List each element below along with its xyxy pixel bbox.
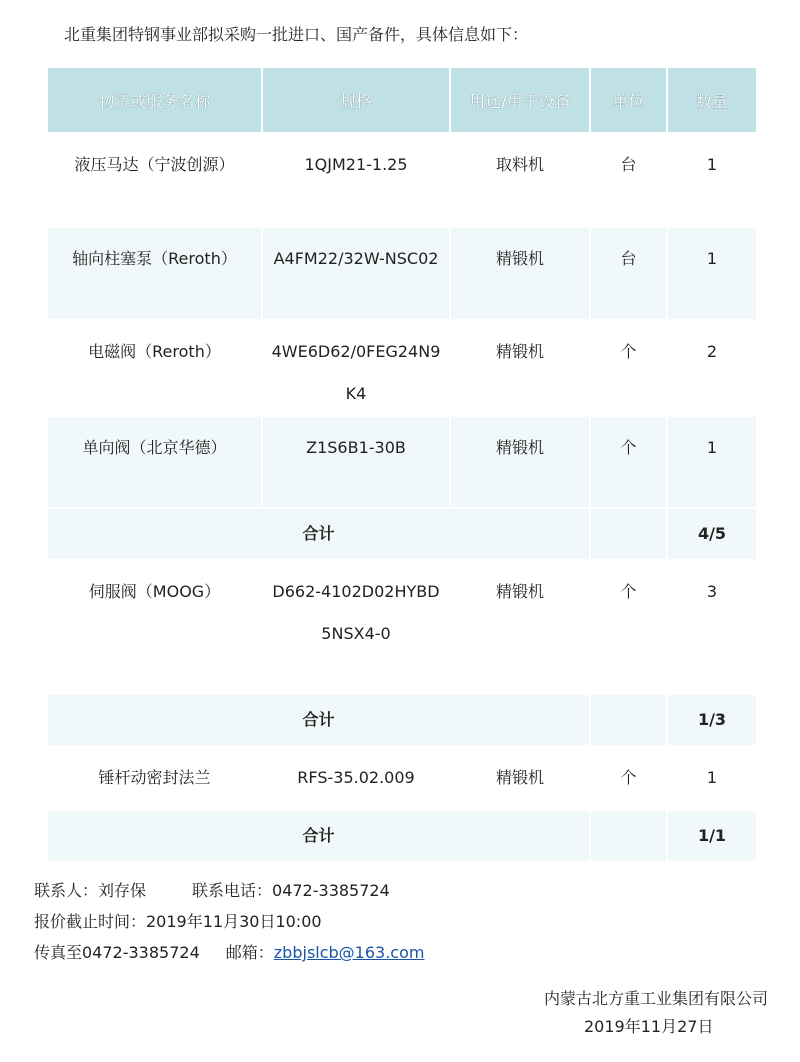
contact-line-3 xyxy=(34,942,424,964)
total-value: 4/5 xyxy=(667,508,757,560)
total-empty xyxy=(590,508,667,560)
item-qty: 1 xyxy=(667,133,757,227)
item-unit: 台 xyxy=(590,133,667,227)
header-qty: 数量 xyxy=(667,67,757,133)
item-usage: 精锻机 xyxy=(450,320,590,416)
signature-date: 2019年11月27日 xyxy=(584,1017,714,1036)
header-spec: 规格 xyxy=(262,67,450,133)
total-row xyxy=(47,508,757,560)
contact-phone: 联系电话：0472-3385724 xyxy=(192,881,390,900)
fax-number: 传真至0472-3385724 xyxy=(34,943,200,962)
item-unit: 台 xyxy=(590,227,667,320)
item-usage: 取料机 xyxy=(450,133,590,227)
item-qty: 3 xyxy=(667,560,757,694)
table-row xyxy=(47,560,757,694)
table-row xyxy=(47,416,757,508)
item-name: 电磁阀（Reroth） xyxy=(47,320,262,416)
table-row xyxy=(47,133,757,227)
item-spec: RFS-35.02.009 xyxy=(262,746,450,810)
item-spec: Z1S6B1-30B xyxy=(262,416,450,508)
contact-line-1 xyxy=(34,880,390,902)
item-qty: 1 xyxy=(667,416,757,508)
table-row xyxy=(47,227,757,320)
total-row xyxy=(47,694,757,746)
item-name: 液压马达（宁波创源） xyxy=(47,133,262,227)
item-usage: 精锻机 xyxy=(450,416,590,508)
header-name: 物资或服务名称 xyxy=(47,67,262,133)
procurement-table xyxy=(46,66,758,863)
item-usage: 精锻机 xyxy=(450,560,590,694)
item-qty: 2 xyxy=(667,320,757,416)
total-label: 合计 xyxy=(47,694,590,746)
item-name: 单向阀（北京华德） xyxy=(47,416,262,508)
item-usage: 精锻机 xyxy=(450,746,590,810)
total-value: 1/1 xyxy=(667,810,757,862)
item-unit: 个 xyxy=(590,416,667,508)
table-header-row xyxy=(47,67,757,133)
total-label: 合计 xyxy=(47,810,590,862)
header-unit: 单位 xyxy=(590,67,667,133)
company-name: 内蒙古北方重工业集团有限公司 xyxy=(543,989,768,1008)
intro-text: 北重集团特钢事业部拟采购一批进口、国产备件，具体信息如下： xyxy=(64,25,529,44)
item-spec: 4WE6D62/0FEG24N9K4 xyxy=(262,320,450,416)
quote-deadline: 报价截止时间：2019年11月30日10:00 xyxy=(34,912,322,931)
contact-person: 联系人：刘存保 xyxy=(34,881,147,900)
item-spec: D662-4102D02HYBD5NSX4-0 xyxy=(262,560,450,694)
item-name: 锤杆动密封法兰 xyxy=(47,746,262,810)
item-spec: A4FM22/32W-NSC02 xyxy=(262,227,450,320)
total-label: 合计 xyxy=(47,508,590,560)
item-unit: 个 xyxy=(590,746,667,810)
item-unit: 个 xyxy=(590,560,667,694)
total-empty xyxy=(590,810,667,862)
table-row xyxy=(47,746,757,810)
item-qty: 1 xyxy=(667,227,757,320)
item-unit: 个 xyxy=(590,320,667,416)
total-empty xyxy=(590,694,667,746)
email-label: 邮箱： xyxy=(225,943,274,962)
item-usage: 精锻机 xyxy=(450,227,590,320)
item-spec: 1QJM21-1.25 xyxy=(262,133,450,227)
item-qty: 1 xyxy=(667,746,757,810)
total-row xyxy=(47,810,757,862)
email-link[interactable]: zbbjslcb@163.com xyxy=(273,943,425,962)
table-row xyxy=(47,320,757,416)
item-name: 伺服阀（MOOG） xyxy=(47,560,262,694)
header-usage: 用途/用于设备 xyxy=(450,67,590,133)
item-name: 轴向柱塞泵（Reroth） xyxy=(47,227,262,320)
total-value: 1/3 xyxy=(667,694,757,746)
